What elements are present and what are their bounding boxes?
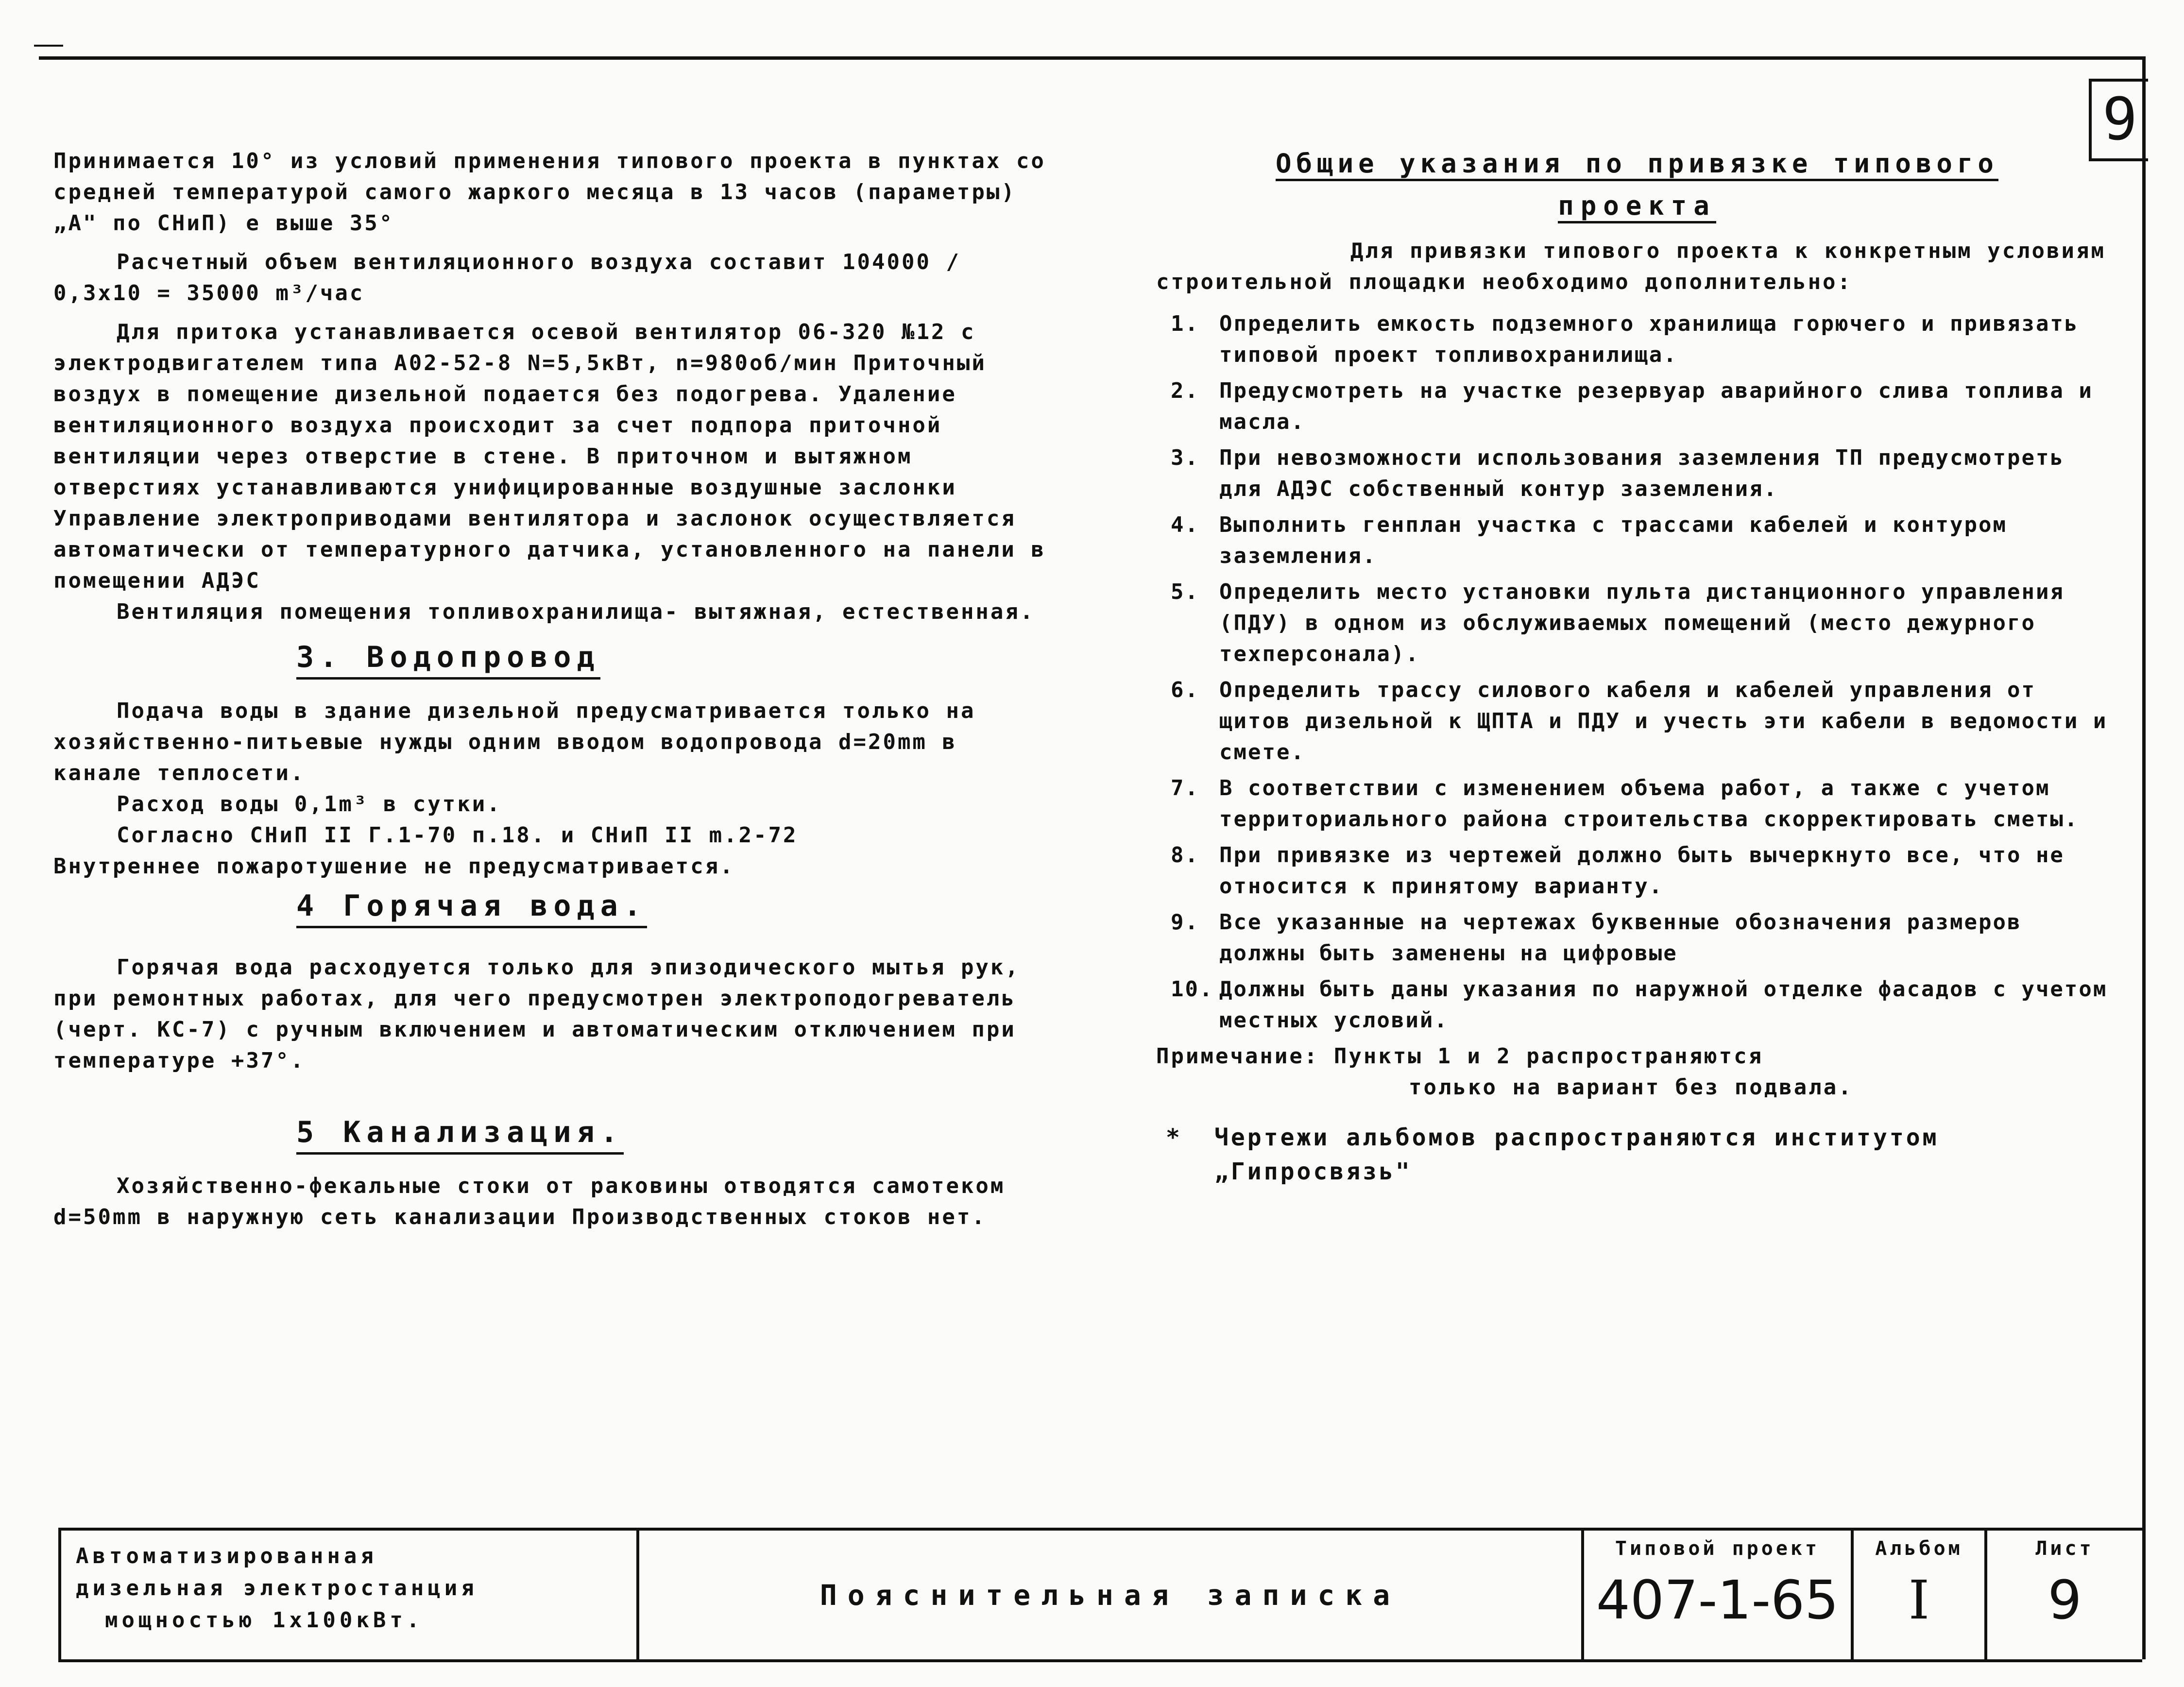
title-block: [58, 1528, 2142, 1662]
right-column: [1156, 146, 2118, 1189]
heading-hot-water-text: 4 Горячая вода.: [296, 889, 647, 928]
list-item-text: Определить место установки пульта дистанционного управления (ПДУ) в одном из обслуживаемых помещений (место дежурного техперсонала).: [1219, 579, 2065, 666]
list-item-text: Определить емкость подземного хранилища горючего и привязать типовой проект топливохранилища.: [1219, 311, 2079, 367]
list-item: [1156, 840, 2118, 902]
paragraph-air-volume: Расчетный объем вентиляционного воздуха составит 104000 / 0,3х10 = 35000 m³/час: [53, 250, 961, 306]
list-item: [1156, 510, 2118, 572]
paragraph-fire-fighting: Внутреннее пожаротушение не предусматривается.: [53, 854, 735, 879]
footnote-text: Чертежи альбомов распространяются институтом „Гипросвязь": [1214, 1124, 1939, 1185]
paragraph-snip-reference: Согласно СНиП II Г.1-70 п.18. и СНиП II m.2-72: [117, 823, 798, 848]
general-instructions-title-line1: Общие указания по привязке типового: [1276, 148, 1998, 181]
sheet-caption: Лист: [2035, 1537, 2094, 1560]
frame-top-rule: [39, 56, 2142, 60]
paragraph-ventilation: Для притока устанавливается осевой вентилятор 06-320 №12 с электродвигателем типа А02-52-8 N=5,5кВт, n=980об/мин Приточный воздух в помещение дизельной подается без подогрева. Удаление вентиляционного воздуха происходит за счет подпора приточной вентиляции через отверстие в стене. В приточном и вытяжном отверстиях устанавливаются унифицированные воздушные заслонки Управление электроприводами вентилятора и заслонок осуществляется автоматически от температурного датчика, установленного на панели в помещении АДЭС: [53, 320, 1046, 593]
list-item-number: 5.: [1171, 579, 1199, 604]
title-block-document-title: Пояснительная записка: [636, 1531, 1581, 1659]
left-column: [53, 146, 1049, 1233]
title-block-project: [1581, 1531, 1851, 1659]
list-item: [1156, 443, 2118, 505]
list-item-text: Определить трассу силового кабеля и кабелей управления от щитов дизельной к ЩПТА и ПДУ и учесть эти кабели в ведомости и смете.: [1219, 678, 2108, 765]
list-item-number: 3.: [1171, 445, 1199, 470]
frame-right-rule: [2142, 56, 2146, 1659]
title-block-album: [1851, 1531, 1984, 1659]
paragraph-water-consumption: Расход воды 0,1m³ в сутки.: [117, 792, 502, 817]
project-number: 407-1-65: [1596, 1569, 1839, 1631]
list-item-text: Все указанные на чертежах буквенные обозначения размеров должны быть заменены на цифровые: [1219, 910, 2022, 966]
list-item-text: При привязке из чертежей должно быть вычеркнуто все, что не относится к принятому варианту.: [1219, 843, 2065, 899]
list-item-number: 8.: [1171, 843, 1199, 868]
heading-sewerage-text: 5 Канализация.: [296, 1115, 624, 1155]
org-line: Автоматизированная: [76, 1544, 377, 1568]
org-line: дизельная электростанция: [76, 1576, 478, 1601]
footnote: [1156, 1121, 2118, 1189]
note-text: Пункты 1 и 2 распространяются: [1333, 1044, 1764, 1069]
paragraph-water-supply: Подача воды в здание дизельной предусматривается только на хозяйственно-питьевые нужды одним вводом водопровода d=20mm в канале теплосети.: [53, 699, 976, 785]
asterisk-mark: *: [1166, 1124, 1182, 1151]
paragraph-hot-water: Горячая вода расходуется только для эпизодического мытья рук, при ремонтных работах, для чего предусмотрен электроподогреватель (черт. КС-7) с ручным включением и автоматическим отключением при температуре +37°.: [53, 955, 1020, 1073]
list-item: [1156, 773, 2118, 835]
list-item-number: 7.: [1171, 776, 1199, 801]
list-item-number: 4.: [1171, 512, 1199, 537]
heading-water-supply-text: 3. Водопровод: [296, 640, 600, 680]
heading-sewerage: [53, 1115, 1049, 1149]
corner-mark: [34, 45, 63, 47]
paragraph-fuel-storage-ventilation: Вентиляция помещения топливохранилища- вытяжная, естественная.: [117, 599, 1035, 624]
org-line: мощностью 1х100кВт.: [105, 1608, 424, 1633]
sheet-number-box: 9: [2089, 79, 2148, 161]
album-caption: Альбом: [1875, 1537, 1963, 1560]
project-caption: Типовой проект: [1615, 1537, 1820, 1560]
paragraph-sewerage: Хозяйственно-фекальные стоки от раковины отводятся самотеком d=50mm в наружную сеть канализации Производственных стоков нет.: [53, 1174, 1006, 1229]
list-item-text: В соответствии с изменением объема работ, а также с учетом территориального района строительства скорректировать сметы.: [1219, 776, 2079, 832]
list-item-text: При невозможности использования заземления ТП предусмотреть для АДЭС собственный контур заземления.: [1219, 445, 2065, 501]
list-item-number: 10.: [1171, 977, 1214, 1002]
heading-hot-water: [53, 889, 1049, 923]
album-value: I: [1908, 1569, 1930, 1631]
list-item-number: 2.: [1171, 378, 1199, 403]
sheet-value: 9: [2048, 1569, 2082, 1631]
list-item: [1156, 577, 2118, 670]
list-item-number: 1.: [1171, 311, 1199, 336]
list-item: [1156, 308, 2118, 371]
note: [1156, 1041, 2118, 1103]
note-label: Примечание:: [1156, 1044, 1319, 1069]
title-block-organization: [58, 1531, 636, 1659]
general-instructions-title: [1156, 146, 2118, 182]
list-item: [1156, 375, 2118, 438]
instructions-intro: Для привязки типового проекта к конкретным условиям строительной площадки необходимо дополнительно:: [1156, 239, 2106, 294]
heading-water-supply: [53, 640, 1049, 674]
general-instructions-title-line2: проекта: [1558, 190, 1716, 223]
list-item-text: Выполнить генплан участка с трассами кабелей и контуром заземления.: [1219, 512, 2007, 568]
list-item-text: Должны быть даны указания по наружной отделке фасадов с учетом местных условий.: [1219, 977, 2108, 1033]
list-item-text: Предусмотреть на участке резервуар аварийного слива топлива и масла.: [1219, 378, 2093, 434]
note-text-continued: только на вариант без подвала.: [1409, 1075, 1853, 1100]
paragraph-temperature: Принимается 10° из условий применения типового проекта в пунктах со средней температурой самого жаркого месяца в 13 часов (параметры) „А" по СНиП) е выше 35°: [53, 149, 1046, 236]
list-item-number: 6.: [1171, 678, 1199, 702]
general-instructions-subtitle: [1156, 190, 2118, 221]
title-block-sheet: [1984, 1531, 2142, 1659]
list-item: [1156, 907, 2118, 969]
list-item-number: 9.: [1171, 910, 1199, 935]
list-item: [1156, 974, 2118, 1036]
list-item: [1156, 675, 2118, 768]
instructions-list: [1156, 308, 2118, 1036]
